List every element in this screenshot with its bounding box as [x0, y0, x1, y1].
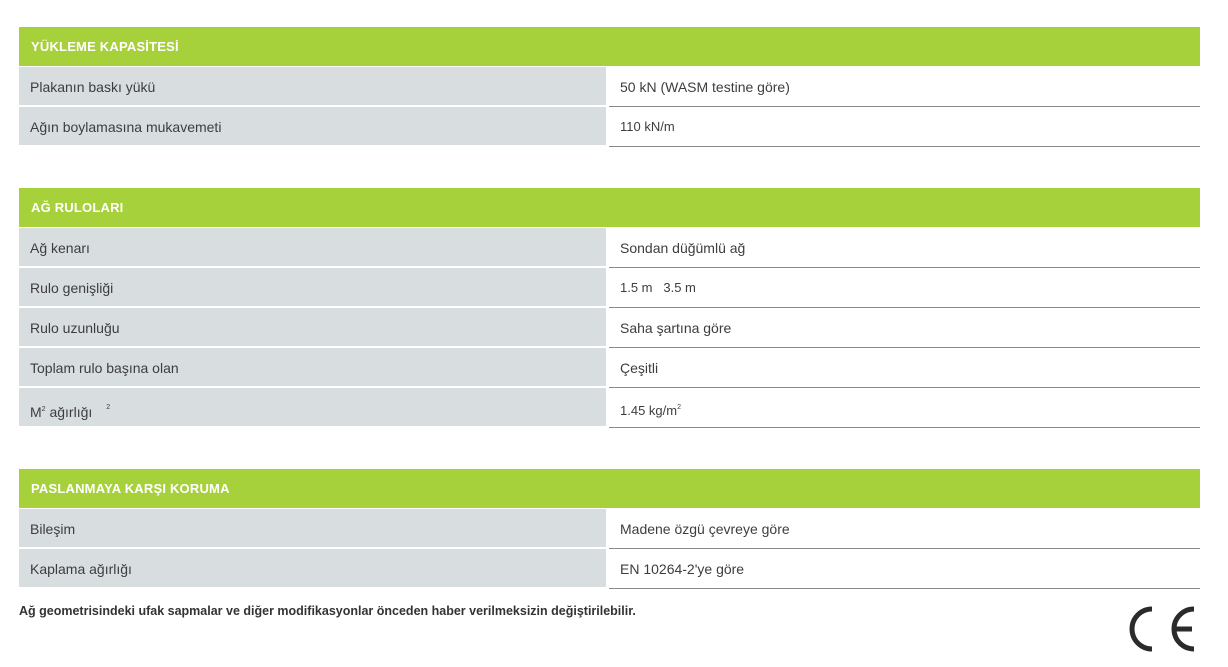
- row-value: Saha şartına göre: [609, 308, 1200, 348]
- row-label-weight: [19, 388, 606, 428]
- ce-mark-icon: [1122, 601, 1200, 657]
- section-header: AĞ RULOLARI: [19, 188, 1200, 228]
- label-main: M: [30, 404, 42, 420]
- table-row: [19, 308, 1200, 348]
- row-label: Ağın boylamasına mukavemeti: [19, 107, 606, 147]
- row-value: EN 10264-2'ye göre: [609, 549, 1200, 589]
- label-rest: ağırlığı: [45, 404, 93, 420]
- row-value-weight: [609, 388, 1200, 428]
- section-loading-capacity: [19, 27, 1200, 147]
- row-label: Bileşim: [19, 509, 606, 549]
- section-corrosion-protection: [19, 469, 1200, 589]
- table-row: [19, 509, 1200, 549]
- row-value: 110 kN/m: [609, 107, 1200, 147]
- table-row: [19, 228, 1200, 268]
- label-superscript: 2: [41, 406, 46, 413]
- footnote: Ağ geometrisindeki ufak sapmalar ve diğer modifikasyonlar önceden haber verilmeksizin değiştirilebilir.: [19, 604, 636, 618]
- row-value: Madene özgü çevreye göre: [609, 509, 1200, 549]
- row-label: Rulo genişliği: [19, 268, 606, 308]
- table-row: [19, 268, 1200, 308]
- row-label: Plakanın baskı yükü: [19, 67, 606, 107]
- table-row: [19, 67, 1200, 107]
- section-header: PASLANMAYA KARŞI KORUMA: [19, 469, 1200, 509]
- section-mesh-rolls: [19, 188, 1200, 428]
- table-row: [19, 388, 1200, 428]
- row-label: Rulo uzunluğu: [19, 308, 606, 348]
- row-value: Sondan düğümlü ağ: [609, 228, 1200, 268]
- label-trailing-superscript: 2: [106, 404, 111, 411]
- table-row: [19, 549, 1200, 589]
- table-row: [19, 107, 1200, 147]
- row-value: 1.5 m 3.5 m: [609, 268, 1200, 308]
- value-superscript: 2: [677, 404, 681, 411]
- section-header: YÜKLEME KAPASİTESİ: [19, 27, 1200, 67]
- row-label: Ağ kenarı: [19, 228, 606, 268]
- row-value: 50 kN (WASM testine göre): [609, 67, 1200, 107]
- row-value: Çeşitli: [609, 348, 1200, 388]
- value-main: 1.45 kg/m: [620, 403, 678, 418]
- table-row: [19, 348, 1200, 388]
- row-label: Toplam rulo başına olan: [19, 348, 606, 388]
- row-label: Kaplama ağırlığı: [19, 549, 606, 589]
